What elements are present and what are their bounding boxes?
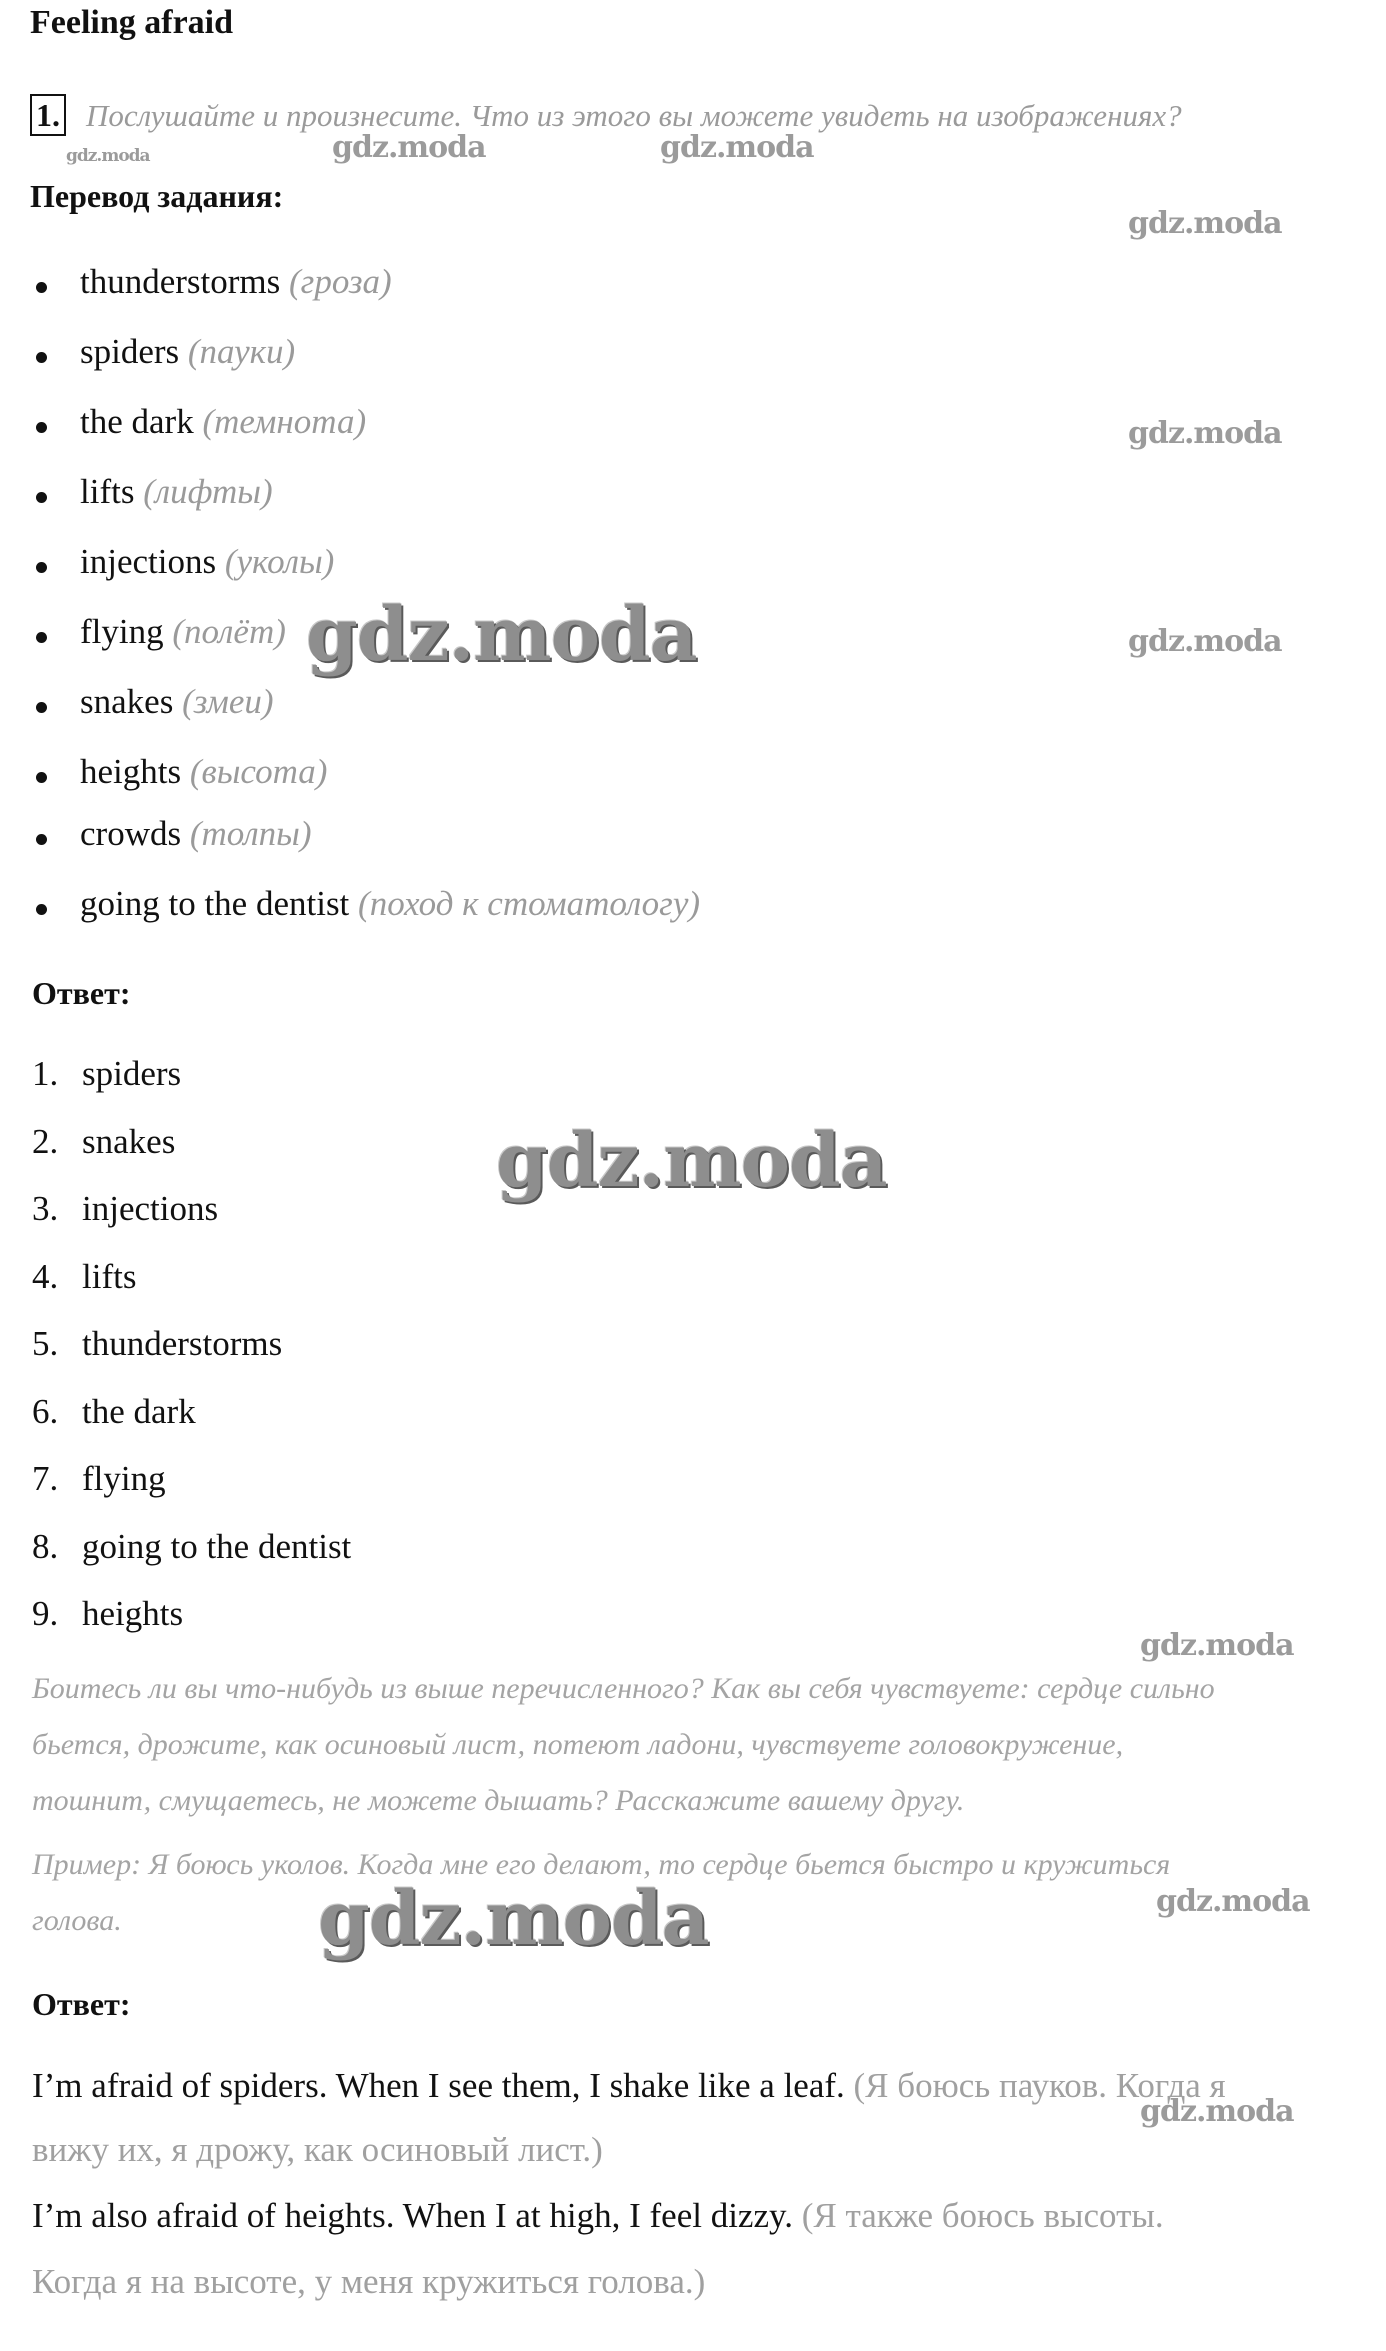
answer-text: spiders (82, 1054, 182, 1093)
bullet-icon (36, 282, 47, 293)
vocab-word: thunderstorms (80, 262, 281, 301)
list-item-text (80, 332, 295, 372)
vocab-translation: (пауки) (187, 332, 296, 371)
russian-translation: вижу их, я дрожу, как осиновый лист.) (32, 2130, 603, 2169)
answer-item (32, 1527, 351, 1567)
vocab-word: crowds (80, 814, 182, 853)
watermark: gdz.moda (1140, 2094, 1294, 2129)
vocab-translation: (темнота) (202, 402, 367, 441)
watermark: gdz.moda (1156, 1884, 1310, 1919)
vocab-translation: (поход к стоматологу) (358, 884, 701, 923)
task-instruction: Послушайте и произнесите. Что из этого вы можете увидеть на изображениях? (86, 98, 1182, 133)
question-line: голова. (32, 1904, 122, 1937)
answer-item (32, 1459, 166, 1499)
answer-heading: Ответ: (32, 975, 131, 1011)
answer-text: heights (82, 1594, 184, 1633)
answer-text: injections (82, 1189, 219, 1228)
answer-text: snakes (82, 1121, 176, 1161)
bullet-icon (36, 632, 47, 643)
answer-item (32, 1324, 282, 1364)
watermark: gdz.moda (1140, 1628, 1294, 1663)
watermark: gdz.moda (1128, 206, 1282, 241)
bullet-icon (36, 702, 47, 713)
bullet-icon (36, 834, 47, 845)
watermark: gdz.moda (660, 130, 814, 165)
page-title: Feeling afraid (30, 4, 234, 41)
final-answer-line (32, 2066, 1226, 2106)
answer-number: 4. (32, 1256, 59, 1296)
vocab-translation: (лифты) (143, 472, 273, 511)
vocab-translation: (высота) (189, 752, 328, 791)
answer-text: the dark (82, 1391, 196, 1431)
vocab-word: going to the dentist (80, 884, 350, 923)
answer-item (32, 1122, 175, 1162)
answer-text: lifts (82, 1256, 137, 1296)
watermark: gdz.moda (496, 1118, 887, 1204)
english-text: I’m afraid of spiders. When I see them, I shake like a leaf. (32, 2066, 845, 2105)
answer-number: 8. (32, 1526, 59, 1566)
bullet-icon (36, 772, 47, 783)
watermark: gdz.moda (332, 130, 486, 165)
vocab-word: heights (80, 752, 182, 791)
list-item-text (80, 262, 392, 302)
watermark: gdz.moda (318, 1876, 709, 1962)
russian-translation: (Я боюсь пауков. Когда я (853, 2066, 1226, 2105)
final-answer-line (32, 2262, 705, 2302)
question-line: тошнит, смущаетесь, не можете дышать? Расскажите вашему другу. (32, 1784, 965, 1817)
task-number: 1. (30, 94, 66, 136)
vocab-translation: (уколы) (224, 542, 335, 581)
answer-heading-2: Ответ: (32, 1986, 131, 2022)
bullet-icon (36, 492, 47, 503)
list-item-text (80, 752, 327, 792)
vocab-word: flying (80, 612, 164, 651)
vocab-translation: (полёт) (172, 612, 286, 651)
answer-number: 5. (32, 1324, 59, 1363)
answer-number: 3. (32, 1189, 59, 1228)
vocab-word: the dark (80, 402, 194, 441)
bullet-icon (36, 352, 47, 363)
answer-text: going to the dentist (82, 1526, 352, 1566)
answer-number: 7. (32, 1459, 59, 1498)
final-answer-line (32, 2196, 1164, 2236)
answer-number: 2. (32, 1121, 59, 1161)
english-text: I’m also afraid of heights. When I at high, I feel dizzy. (32, 2196, 793, 2235)
list-item-text (80, 884, 700, 924)
answer-text: thunderstorms (82, 1324, 283, 1363)
bullet-icon (36, 562, 47, 573)
vocab-word: lifts (80, 472, 135, 511)
russian-translation: (Я также боюсь высоты. (801, 2196, 1164, 2235)
list-item-text (80, 814, 312, 854)
vocab-word: injections (80, 542, 217, 581)
watermark: gdz.moda (1128, 624, 1282, 659)
question-line: Боитесь ли вы что-нибудь из выше перечисленного? Как вы себя чувствуете: сердце сильно (32, 1672, 1215, 1705)
vocab-translation: (змеи) (182, 682, 274, 721)
watermark: gdz.moda (66, 146, 150, 166)
answer-number: 6. (32, 1391, 59, 1431)
question-line: Пример: Я боюсь уколов. Когда мне его делают, то сердце бьется быстро и кружиться (32, 1848, 1171, 1881)
vocab-translation: (толпы) (189, 814, 312, 853)
list-item-text (80, 612, 286, 652)
answer-number: 9. (32, 1594, 59, 1633)
question-line: бьется, дрожите, как осиновый лист, потеют ладони, чувствуете головокружение, (32, 1728, 1124, 1761)
vocab-word: spiders (80, 332, 180, 371)
list-item-text (80, 402, 366, 442)
answer-item (32, 1054, 181, 1094)
answer-item (32, 1189, 218, 1229)
answer-item (32, 1392, 196, 1432)
vocab-translation: (гроза) (289, 262, 392, 301)
bullet-icon (36, 904, 47, 915)
watermark: gdz.moda (306, 592, 697, 678)
russian-translation: Когда я на высоте, у меня кружиться голова.) (32, 2262, 706, 2301)
final-answer-line (32, 2130, 603, 2170)
translation-heading: Перевод задания: (30, 178, 284, 214)
answer-text: flying (82, 1459, 166, 1498)
list-item-text (80, 682, 274, 722)
answer-item (32, 1257, 136, 1297)
list-item-text (80, 472, 273, 512)
watermark: gdz.moda (1128, 416, 1282, 451)
vocab-word: snakes (80, 682, 174, 721)
bullet-icon (36, 422, 47, 433)
answer-number: 1. (32, 1054, 59, 1093)
list-item-text (80, 542, 334, 582)
answer-item (32, 1594, 183, 1634)
